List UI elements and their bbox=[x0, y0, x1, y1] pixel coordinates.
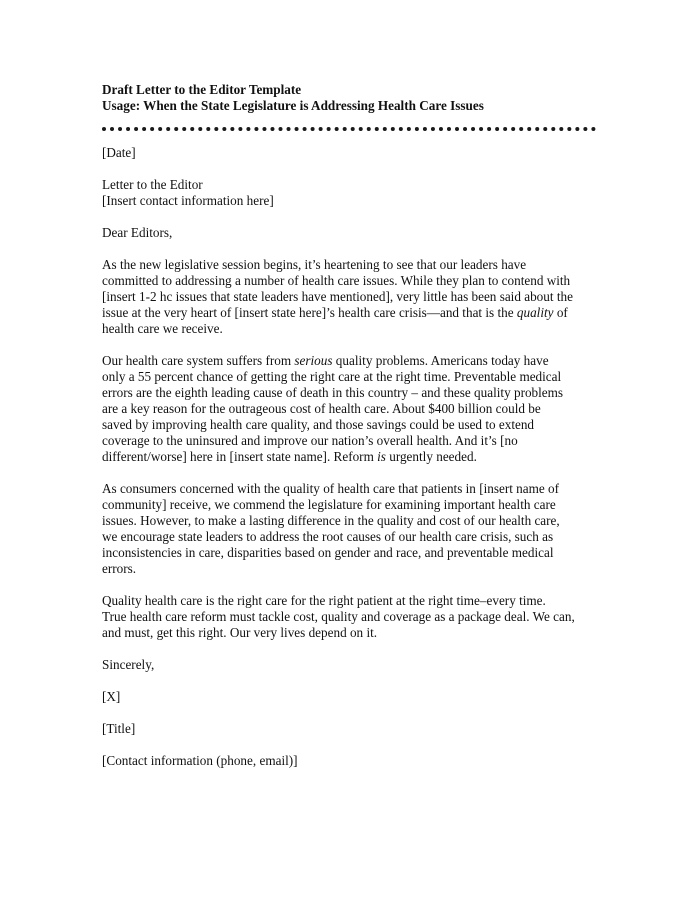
recipient-line: Letter to the Editor bbox=[102, 177, 203, 192]
paragraph-4 bbox=[102, 593, 598, 641]
paragraph-line: saved by improving health care quality, and those savings could be used to extend bbox=[102, 417, 535, 432]
paragraph-text: of bbox=[553, 305, 568, 320]
paragraph-text: Our health care system suffers from bbox=[102, 353, 295, 368]
paragraph-3 bbox=[102, 481, 598, 577]
paragraph-line: inconsistencies in care, disparities based on gender and race, and preventable medical bbox=[102, 545, 554, 560]
paragraph-line: are a key reason for the outrageous cost of health care. About $400 billion could be bbox=[102, 401, 541, 416]
emphasis-is: is bbox=[377, 449, 386, 464]
recipient-contact: [Insert contact information here] bbox=[102, 193, 274, 208]
paragraph-line: As consumers concerned with the quality of health care that patients in [insert name of bbox=[102, 481, 560, 496]
paragraph-line: [insert 1-2 hc issues that state leaders have mentioned], very little has been said about the bbox=[102, 289, 573, 304]
paragraph-line: only a 55 percent chance of getting the right care at the right time. Preventable medical bbox=[102, 369, 562, 384]
paragraph-1 bbox=[102, 257, 598, 337]
emphasis-serious: serious bbox=[294, 353, 333, 368]
dotted-divider bbox=[102, 127, 596, 131]
salutation: Dear Editors, bbox=[102, 225, 173, 240]
paragraph-line: errors are the eighth leading cause of death in this country – and these quality problems bbox=[102, 385, 564, 400]
paragraph-line: committed to addressing a number of health care issues. While they plan to contend with bbox=[102, 273, 571, 288]
paragraph-line: and must, get this right. Our very lives depend on it. bbox=[102, 625, 378, 640]
closing: Sincerely, bbox=[102, 657, 155, 672]
paragraph-text: quality problems. Americans today have bbox=[332, 353, 549, 368]
paragraph-line: community] receive, we commend the legislature for examining important health care bbox=[102, 497, 556, 512]
title-placeholder: [Title] bbox=[102, 721, 136, 736]
paragraph-line bbox=[102, 449, 598, 465]
paragraph-line: coverage to the uninsured and improve our nation’s overall health. And it’s [no bbox=[102, 433, 518, 448]
paragraph-line bbox=[102, 353, 598, 369]
emphasis-quality: quality bbox=[516, 305, 554, 320]
paragraph-line: issues. However, to make a lasting difference in the quality and cost of our health care, bbox=[102, 513, 560, 528]
paragraph-line: health care we receive. bbox=[102, 321, 223, 336]
letter-date: [Date] bbox=[102, 145, 136, 160]
paragraph-text: issue at the very heart of [insert state here]’s health care crisis—and that is the bbox=[102, 305, 517, 320]
contact-placeholder: [Contact information (phone, email)] bbox=[102, 753, 298, 768]
document-title: Draft Letter to the Editor Template bbox=[102, 82, 302, 97]
paragraph-line: Quality health care is the right care for the right patient at the right time–every time. bbox=[102, 593, 546, 608]
paragraph-line bbox=[102, 305, 598, 321]
paragraph-line: we encourage state leaders to address the root causes of our health care crisis, such as bbox=[102, 529, 554, 544]
document-usage: Usage: When the State Legislature is Addressing Health Care Issues bbox=[102, 98, 484, 113]
paragraph-line: True health care reform must tackle cost, quality and coverage as a package deal. We can, bbox=[102, 609, 575, 624]
signature-placeholder: [X] bbox=[102, 689, 121, 704]
paragraph-text: different/worse] here in [insert state name]. Reform bbox=[102, 449, 378, 464]
paragraph-line: As the new legislative session begins, it’s heartening to see that our leaders have bbox=[102, 257, 527, 272]
paragraph-text: urgently needed. bbox=[385, 449, 477, 464]
paragraph-2 bbox=[102, 353, 598, 465]
paragraph-line: errors. bbox=[102, 561, 137, 576]
recipient-block bbox=[102, 177, 598, 209]
letter-content bbox=[102, 82, 598, 769]
